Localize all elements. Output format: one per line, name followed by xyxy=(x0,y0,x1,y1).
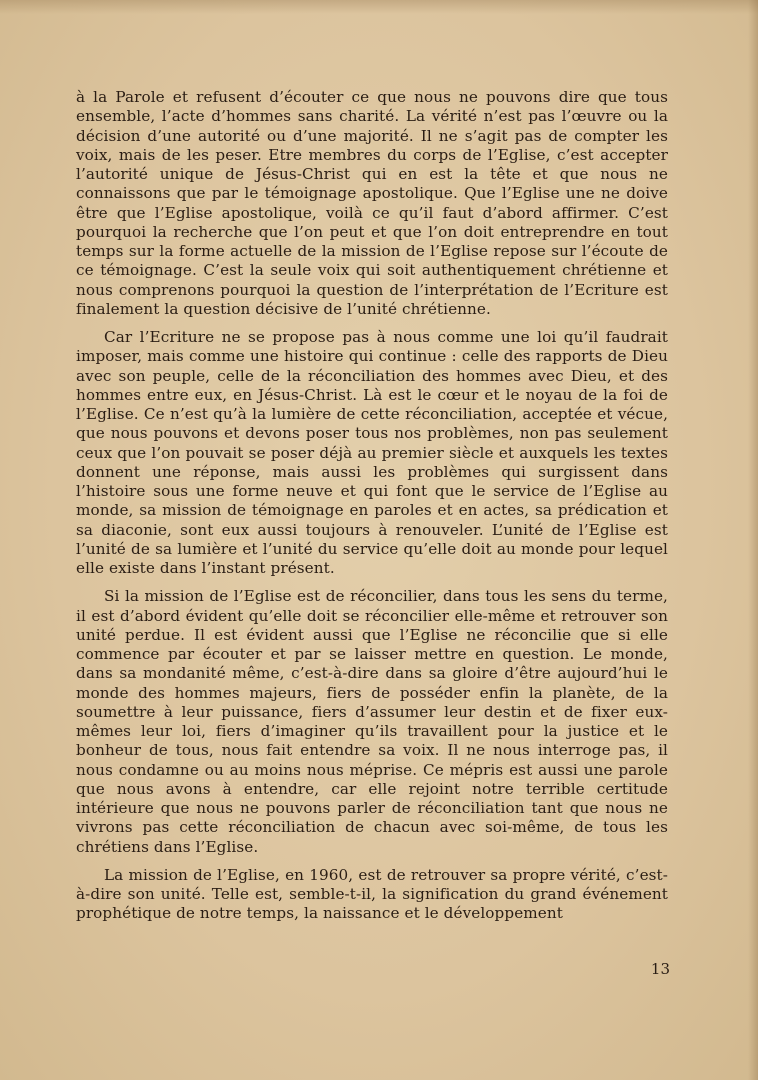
paragraph-4: La mission de l’Eglise, en 1960, est de retrouver sa propre vérité, c’est-à-dire son unité. Telle est, semble-t-il, la signification du grand événement prophétique de notre temps, la naissance et le développement xyxy=(76,865,668,923)
body-text xyxy=(76,88,668,924)
paragraph-3: Si la mission de l’Eglise est de réconcilier, dans tous les sens du terme, il est d’abord évident qu’elle doit se réconcilier elle-même et retrouver son unité perdue. Il est évident aussi que l’Eglise ne réconcilie que si elle commence par écouter et par se laisser mettre en question. Le monde, dans sa mondanité même, c’est-à-dire dans sa gloire d’être aujourd’hui le monde des hommes majeurs, fiers de posséder enfin la planète, de la soumettre à leur puissance, fiers d’assumer leur destin et de fixer eux-mêmes leur loi, fiers d’imaginer qu’ils travaillent pour la justice et le bonheur de tous, nous fait entendre sa voix. Il ne nous interroge pas, il nous condamne ou au moins nous méprise. Ce mépris est aussi une parole que nous avons à entendre, car elle rejoint notre terrible certitude intérieure que nous ne pouvons parler de réconciliation tant que nous ne vivrons pas cette réconciliation de chacun avec soi-même, de tous les chrétiens dans l’Eglise. xyxy=(76,587,668,856)
paragraph-1: à la Parole et refusent d’écouter ce que nous ne pouvons dire que tous ensemble, l’acte d’hommes sans charité. La vérité n’est pas l’œuvre ou la décision d’une autorité ou d’une majorité. Il ne s’agit pas de compter les voix, mais de les peser. Etre membres du corps de l’Eglise, c’est accepter l’autorité unique de Jésus-Christ qui en est la tête et que nous ne connaissons que par le témoignage apostolique. Que l’Eglise une ne doive être que l’Eglise apostolique, voilà ce qu’il faut d’abord affirmer. C’est pourquoi la recherche que l’on peut et que l’on doit entreprendre en tout temps sur la forme actuelle de la mission de l’Eglise repose sur l’écoute de ce témoignage. C’est la seule voix qui soit authentiquement chrétienne et nous comprenons pourquoi la question de l’interprétation de l’Ecriture est finalement la question décisive de l’unité chrétienne. xyxy=(76,88,668,318)
page-number: 13 xyxy=(650,960,670,978)
paragraph-2: Car l’Ecriture ne se propose pas à nous comme une loi qu’il faudrait imposer, mais comme une histoire qui continue : celle des rapports de Dieu avec son peuple, celle de la réconciliation des hommes avec Dieu, et des hommes entre eux, en Jésus-Christ. Là est le cœur et le noyau de la foi de l’Eglise. Ce n’est qu’à la lumière de cette réconciliation, acceptée et vécue, que nous pouvons et devons poser tous nos problèmes, non pas seulement ceux que l’on pouvait se poser déjà au premier siècle et auxquels les textes donnent une réponse, mais aussi les problèmes qui surgissent dans l’histoire sous une forme neuve et qui font que le service de l’Eglise au monde, sa mission de témoignage en paroles et en actes, sa prédication et sa diaconie, sont eux aussi toujours à renouveler. L’unité de l’Eglise est l’unité de sa lumière et l’unité du service qu’elle doit au monde pour lequel elle existe dans l’instant présent. xyxy=(76,328,668,577)
